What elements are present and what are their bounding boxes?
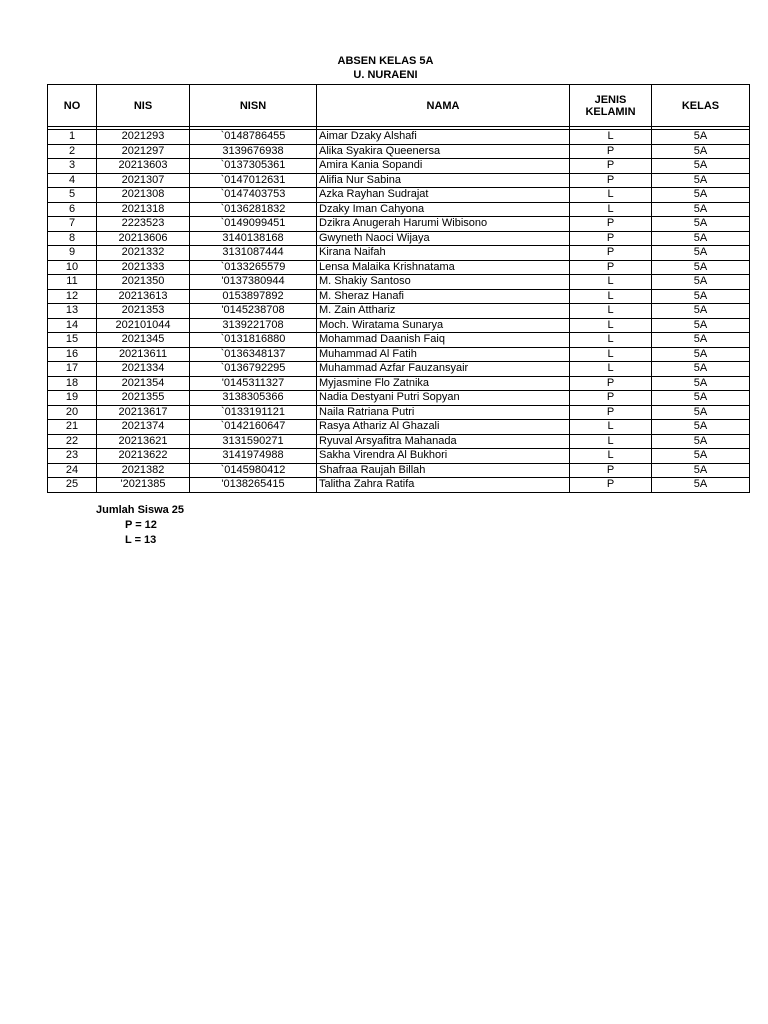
table-row xyxy=(48,463,750,478)
table-row xyxy=(48,275,750,290)
cell-jenis-kelamin: P xyxy=(570,478,652,493)
cell-no: 8 xyxy=(48,231,97,246)
cell-nisn: 0153897892 xyxy=(190,289,317,304)
summary-male-count: L = 13 xyxy=(125,534,157,546)
cell-nis: 2021355 xyxy=(97,391,190,406)
cell-nis: 20213613 xyxy=(97,289,190,304)
cell-no: 24 xyxy=(48,463,97,478)
cell-nama: Alifia Nur Sabina xyxy=(317,173,570,188)
cell-no: 13 xyxy=(48,304,97,319)
cell-nis: 202101044 xyxy=(97,318,190,333)
cell-no: 14 xyxy=(48,318,97,333)
cell-nis: 2021353 xyxy=(97,304,190,319)
table-row xyxy=(48,318,750,333)
cell-nis: 20213606 xyxy=(97,231,190,246)
cell-nama: Gwyneth Naoci Wijaya xyxy=(317,231,570,246)
cell-jenis-kelamin: P xyxy=(570,144,652,159)
table-row xyxy=(48,420,750,435)
cell-nama: Amira Kania Sopandi xyxy=(317,159,570,174)
cell-nama: M. Zain Atthariz xyxy=(317,304,570,319)
cell-no: 4 xyxy=(48,173,97,188)
table-row xyxy=(48,144,750,159)
cell-jenis-kelamin: L xyxy=(570,188,652,203)
cell-no: 23 xyxy=(48,449,97,464)
table-row xyxy=(48,478,750,493)
cell-nama: Muhammad Azfar Fauzansyair xyxy=(317,362,570,377)
cell-kelas: 5A xyxy=(652,144,750,159)
cell-nis: 2021354 xyxy=(97,376,190,391)
cell-nama: Shafraa Raujah Billah xyxy=(317,463,570,478)
cell-nama: Naila Ratriana Putri xyxy=(317,405,570,420)
cell-nama: Muhammad Al Fatih xyxy=(317,347,570,362)
table-row xyxy=(48,449,750,464)
header-no: NO xyxy=(48,85,97,127)
cell-nisn: '0138265415 xyxy=(190,478,317,493)
cell-nisn: 3141974988 xyxy=(190,449,317,464)
cell-kelas: 5A xyxy=(652,362,750,377)
cell-nama: Sakha Virendra Al Bukhori xyxy=(317,449,570,464)
header-nis: NIS xyxy=(97,85,190,127)
table-row xyxy=(48,362,750,377)
table-row xyxy=(48,391,750,406)
cell-no: 18 xyxy=(48,376,97,391)
cell-jenis-kelamin: L xyxy=(570,333,652,348)
summary-total: Jumlah Siswa 25 xyxy=(96,504,185,516)
cell-nis: 2021308 xyxy=(97,188,190,203)
cell-kelas: 5A xyxy=(652,260,750,275)
table-row xyxy=(48,130,750,145)
table-row xyxy=(48,260,750,275)
cell-nisn: `0142160647 xyxy=(190,420,317,435)
cell-nis: 2021333 xyxy=(97,260,190,275)
cell-nisn: 3139221708 xyxy=(190,318,317,333)
cell-nisn: `0136792295 xyxy=(190,362,317,377)
cell-jenis-kelamin: P xyxy=(570,463,652,478)
table-row xyxy=(48,246,750,261)
cell-no: 3 xyxy=(48,159,97,174)
cell-nis: 2021307 xyxy=(97,173,190,188)
summary-female-count: P = 12 xyxy=(125,519,157,531)
cell-nama: Azka Rayhan Sudrajat xyxy=(317,188,570,203)
cell-nis: 20213603 xyxy=(97,159,190,174)
cell-nisn: `0133191121 xyxy=(190,405,317,420)
cell-kelas: 5A xyxy=(652,275,750,290)
cell-jenis-kelamin: L xyxy=(570,449,652,464)
cell-kelas: 5A xyxy=(652,159,750,174)
cell-no: 20 xyxy=(48,405,97,420)
cell-nama: Ryuval Arsyafitra Mahanada xyxy=(317,434,570,449)
cell-jenis-kelamin: P xyxy=(570,376,652,391)
cell-no: 9 xyxy=(48,246,97,261)
table-row xyxy=(48,434,750,449)
cell-nisn: `0136348137 xyxy=(190,347,317,362)
cell-jenis-kelamin: L xyxy=(570,420,652,435)
cell-no: 5 xyxy=(48,188,97,203)
header-nisn: NISN xyxy=(190,85,317,127)
cell-nisn: '0137380944 xyxy=(190,275,317,290)
cell-nama: Mohammad Daanish Faiq xyxy=(317,333,570,348)
cell-nama: Alika Syakira Queenersa xyxy=(317,144,570,159)
cell-nama: Talitha Zahra Ratifa xyxy=(317,478,570,493)
cell-kelas: 5A xyxy=(652,289,750,304)
cell-kelas: 5A xyxy=(652,217,750,232)
cell-nama: Aimar Dzaky Alshafi xyxy=(317,130,570,145)
cell-kelas: 5A xyxy=(652,130,750,145)
cell-nisn: '0145238708 xyxy=(190,304,317,319)
cell-nama: Lensa Malaika Krishnatama xyxy=(317,260,570,275)
cell-no: 2 xyxy=(48,144,97,159)
cell-kelas: 5A xyxy=(652,376,750,391)
cell-jenis-kelamin: L xyxy=(570,304,652,319)
cell-kelas: 5A xyxy=(652,202,750,217)
cell-jenis-kelamin: L xyxy=(570,289,652,304)
header-kelas: KELAS xyxy=(652,85,750,127)
header-jenis-kelamin-line1: JENIS xyxy=(594,93,627,106)
cell-no: 7 xyxy=(48,217,97,232)
cell-nisn: `0131816880 xyxy=(190,333,317,348)
cell-no: 16 xyxy=(48,347,97,362)
cell-kelas: 5A xyxy=(652,231,750,246)
table-row xyxy=(48,376,750,391)
cell-jenis-kelamin: P xyxy=(570,246,652,261)
cell-kelas: 5A xyxy=(652,318,750,333)
cell-nis: 20213621 xyxy=(97,434,190,449)
cell-nis: '2021385 xyxy=(97,478,190,493)
cell-kelas: 5A xyxy=(652,463,750,478)
table-row xyxy=(48,289,750,304)
cell-nama: Nadia Destyani Putri Sopyan xyxy=(317,391,570,406)
cell-nama: M. Sheraz Hanafi xyxy=(317,289,570,304)
cell-jenis-kelamin: P xyxy=(570,159,652,174)
cell-no: 25 xyxy=(48,478,97,493)
page-subtitle: U. NURAENI xyxy=(353,69,418,81)
cell-jenis-kelamin: P xyxy=(570,217,652,232)
cell-nis: 2021297 xyxy=(97,144,190,159)
cell-nis: 2021345 xyxy=(97,333,190,348)
cell-no: 6 xyxy=(48,202,97,217)
cell-nama: Moch. Wiratama Sunarya xyxy=(317,318,570,333)
cell-jenis-kelamin: P xyxy=(570,231,652,246)
cell-kelas: 5A xyxy=(652,333,750,348)
cell-nis: 2021334 xyxy=(97,362,190,377)
table-row xyxy=(48,173,750,188)
cell-nis: 2021293 xyxy=(97,130,190,145)
cell-nisn: `0148786455 xyxy=(190,130,317,145)
table-row xyxy=(48,333,750,348)
cell-jenis-kelamin: L xyxy=(570,318,652,333)
cell-jenis-kelamin: P xyxy=(570,260,652,275)
table-row xyxy=(48,159,750,174)
cell-nis: 20213617 xyxy=(97,405,190,420)
cell-kelas: 5A xyxy=(652,478,750,493)
table-row xyxy=(48,202,750,217)
cell-jenis-kelamin: L xyxy=(570,202,652,217)
cell-nisn: `0136281832 xyxy=(190,202,317,217)
cell-nisn: 3138305366 xyxy=(190,391,317,406)
cell-no: 19 xyxy=(48,391,97,406)
cell-nisn: `0147403753 xyxy=(190,188,317,203)
cell-nis: 2021350 xyxy=(97,275,190,290)
cell-nisn: '0145311327 xyxy=(190,376,317,391)
cell-nisn: `0145980412 xyxy=(190,463,317,478)
cell-nisn: `0133265579 xyxy=(190,260,317,275)
cell-nis: 2021332 xyxy=(97,246,190,261)
cell-kelas: 5A xyxy=(652,420,750,435)
cell-nis: 20213611 xyxy=(97,347,190,362)
cell-no: 10 xyxy=(48,260,97,275)
cell-kelas: 5A xyxy=(652,405,750,420)
cell-no: 11 xyxy=(48,275,97,290)
cell-jenis-kelamin: L xyxy=(570,362,652,377)
table-row xyxy=(48,217,750,232)
cell-nisn: `0147012631 xyxy=(190,173,317,188)
cell-nama: M. Shakiy Santoso xyxy=(317,275,570,290)
table-row xyxy=(48,188,750,203)
cell-no: 17 xyxy=(48,362,97,377)
cell-nama: Kirana Naifah xyxy=(317,246,570,261)
cell-nis: 2021374 xyxy=(97,420,190,435)
cell-nisn: `0137305361 xyxy=(190,159,317,174)
table-row xyxy=(48,231,750,246)
cell-jenis-kelamin: P xyxy=(570,405,652,420)
cell-kelas: 5A xyxy=(652,434,750,449)
cell-nis: 2223523 xyxy=(97,217,190,232)
cell-jenis-kelamin: L xyxy=(570,130,652,145)
cell-jenis-kelamin: P xyxy=(570,391,652,406)
cell-kelas: 5A xyxy=(652,173,750,188)
table-row xyxy=(48,405,750,420)
cell-nama: Rasya Athariz Al Ghazali xyxy=(317,420,570,435)
cell-nama: Myjasmine Flo Zatnika xyxy=(317,376,570,391)
cell-jenis-kelamin: L xyxy=(570,275,652,290)
cell-kelas: 5A xyxy=(652,449,750,464)
cell-nis: 2021382 xyxy=(97,463,190,478)
header-jenis-kelamin xyxy=(570,85,652,127)
cell-nisn: 3140138168 xyxy=(190,231,317,246)
cell-no: 12 xyxy=(48,289,97,304)
header-nama: NAMA xyxy=(317,85,570,127)
table-header xyxy=(48,85,750,127)
table-body xyxy=(48,127,750,493)
cell-jenis-kelamin: P xyxy=(570,173,652,188)
cell-nisn: 3131087444 xyxy=(190,246,317,261)
cell-jenis-kelamin: L xyxy=(570,347,652,362)
cell-no: 15 xyxy=(48,333,97,348)
cell-nisn: 3139676938 xyxy=(190,144,317,159)
cell-kelas: 5A xyxy=(652,391,750,406)
header-jenis-kelamin-line2: KELAMIN xyxy=(585,105,636,118)
page-title: ABSEN KELAS 5A xyxy=(337,55,434,67)
table-row xyxy=(48,304,750,319)
cell-kelas: 5A xyxy=(652,246,750,261)
cell-no: 22 xyxy=(48,434,97,449)
cell-kelas: 5A xyxy=(652,188,750,203)
cell-kelas: 5A xyxy=(652,304,750,319)
table-row xyxy=(48,347,750,362)
cell-nama: Dzaky Iman Cahyona xyxy=(317,202,570,217)
cell-nis: 20213622 xyxy=(97,449,190,464)
cell-nisn: `0149099451 xyxy=(190,217,317,232)
cell-nama: Dzikra Anugerah Harumi Wibisono xyxy=(317,217,570,232)
cell-jenis-kelamin: L xyxy=(570,434,652,449)
cell-no: 1 xyxy=(48,130,97,145)
cell-nisn: 3131590271 xyxy=(190,434,317,449)
attendance-table xyxy=(47,84,750,493)
cell-no: 21 xyxy=(48,420,97,435)
cell-nis: 2021318 xyxy=(97,202,190,217)
cell-kelas: 5A xyxy=(652,347,750,362)
